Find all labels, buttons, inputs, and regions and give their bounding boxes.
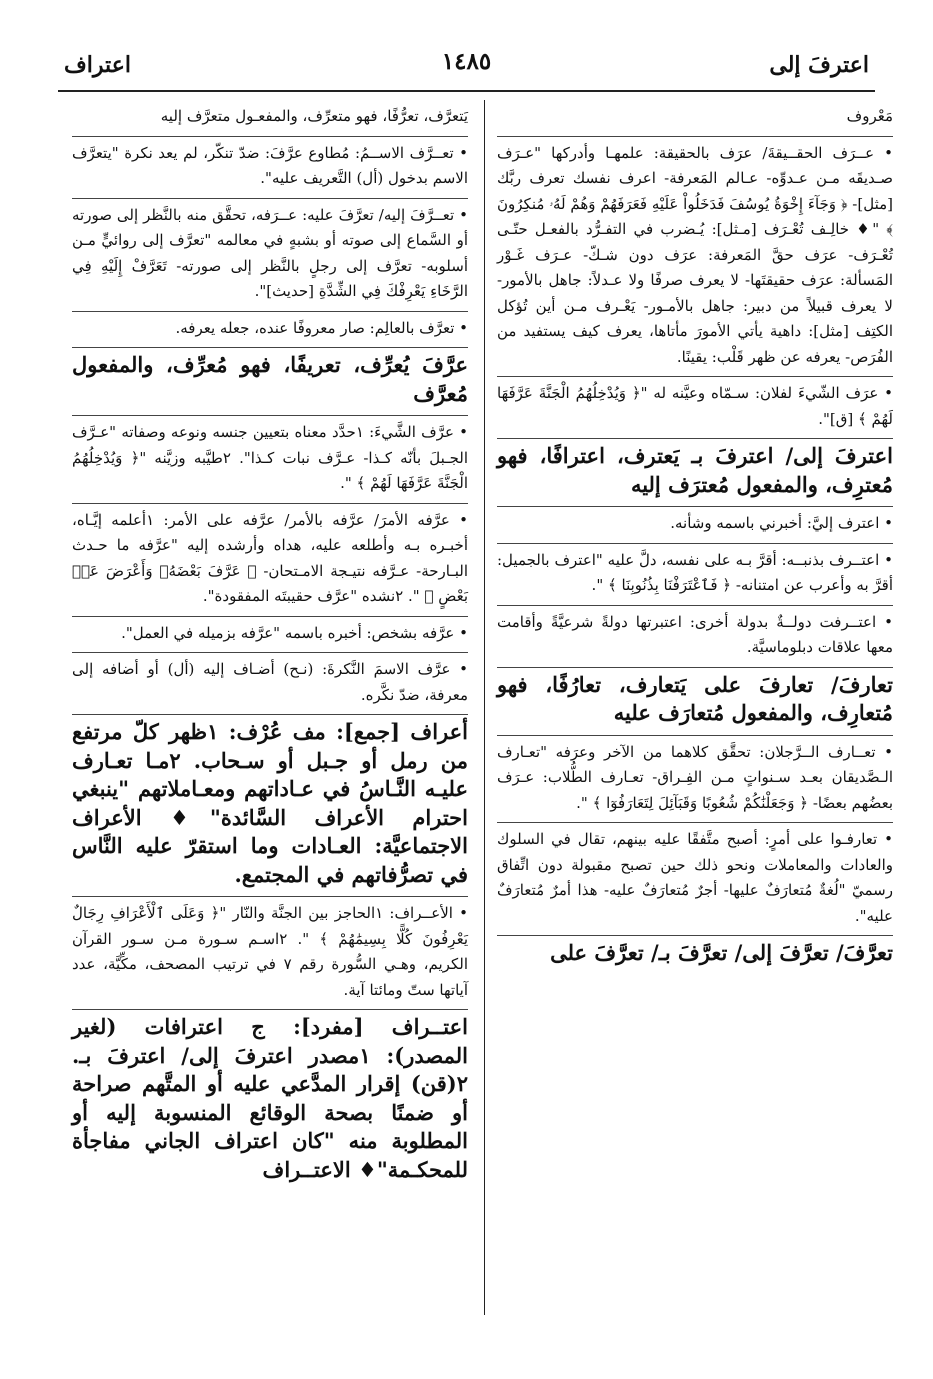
headword-entry (497, 439, 893, 507)
headword-entry (497, 936, 893, 975)
definition-text: • عرَف الشّيءَ لفلان: سـمّاه وعيَّنه له "﴿ وَيُدْخِلُهُمُ الْجَنَّةَ عَرَّفَهَا لَهُمْ ﴾ [ق]". (497, 384, 893, 428)
definition-paragraph (72, 617, 468, 654)
headword-text: اعترفَ إلى/ اعترفَ بـ يَعترف، اعترافًا، فهو مُعترِف، والمفعول مُعترَف إليه (497, 443, 893, 497)
definition-text: • تعرَّف بالعالِم: صار معروفًا عنده، جعله يعرفه. (175, 318, 468, 337)
definition-text: • الأعــراف: ١الحاجز بين الجنَّة والنّار "﴿ وَعَلَى ٱلْأَعْرَافِ رِجَالٌ يَعْرِفُونَ كُلًّا بِسِيمَٰهُمْ ﴾ ". ٢اسـم سـورة مـن سـور القرآن الكريم، وهـي السُّورة رقم ٧ في ترتيب المصحف، مكِّيَّة، عدد آياتها ستّ ومائتا آية. (72, 904, 468, 999)
headword-entry (72, 715, 468, 897)
headword-text: تعارفَ/ تعارفَ على يَتعارف، تعارُفًا، فهو مُتعارِف، والمفعول مُتعارَف عليه (497, 671, 893, 725)
definition-text: • تعــرَّفَ إليه/ تعرَّفَ عليه: عــرَفه، تحقَّق منه بالنَّظر إلى صورته أو السَّماع إلى صوته أو بشبهٍ في معالمه "تعرَّف إلى روائيٍّ مـن أسلوبه- تعرَّف إلى رجلٍ بالنَّظر إلى صورته- تَعَرَّفْ إِلَيْهِ فِي الرَّخَاءِ يَعْرِفْكَ فِي الشِّدَّةِ [حديث]". (72, 205, 468, 300)
definition-text: • تعــرَّف الاســمُ: مُطاوع عرَّفَ: ضدّ تنكّر، لم يعد نكرة "يتعرَّف الاسم بدخول (أل) التَّعريف عليه". (72, 143, 468, 187)
left-column (72, 100, 468, 1191)
headword-text: أعراف [جمع]: مف عُرْف: ١ظهر كلّ مرتفع من رمل أو جـبل أو سـحاب. ٢مـا تعـارف عليـه النَّـاسُ في عـاداتهم ومعـاملاتهم "ينبغي احترام الأعراف السَّائدة"♦ الأعراف الاجتماعيَّة: العـادات وما استقرّ عليه النَّاس في تصرُّفاتهم في المجتمع. (72, 719, 468, 887)
definition-paragraph (497, 137, 893, 378)
definition-text: • عرَّف الاسمَ النَّكرةَ: (نـح) أضـاف إليه (أل) أو أضافه إلى معرفة، ضدّ نكَّره. (72, 660, 468, 704)
definition-text: • اعتــرفت دولــةٌ بدولة أخرى: اعتبرتها دولةً شرعيَّةً وأقامت معها علاقات دبلوماسيَّة. (497, 612, 893, 656)
definition-paragraph (72, 199, 468, 312)
definition-paragraph (72, 416, 468, 504)
definition-paragraph (72, 137, 468, 199)
page-number: ١٤٨٥ (441, 48, 492, 75)
definition-text: • عــرَف الحقــيقةَ/ عرَف بالحقيقة: علمهـا وأدركها "عـرَف صـديقَه مـن عـدوِّه- عـالم المَعرفة- اعرف نفسك تعرف ربَّك [مثل]- ﴿ وَجَآءَ إِخْوَةُ يُوسُفَ فَدَخَلُواْ عَلَيْهِ فَعَرَفَهُمْ وَهُمْ لَهُۥ مُنكِرُونَ ﴾ "♦ خالِـف تُعْـرَف [مـثل]: يُـضرب في التفـرُّد بالفعـل حتّـى تُعْـرَف- عرَف حقَّ المَعرفة: عرَف دون شـكّ- عـرَف غَـوْر المَسألة: عرَف حقيقتَها- لا يعرف صرفًا ولا عـدلاً: جاهل بالأمور- لا يعرف قبيلاً من دبير: جاهل بالأمـور- يَعْـرف مـن أين تُؤكل الكتِف [مثل]: داهية يأتي الأمورَ مأتاها، يعرف كيف يستفيد من الفُرَص- يعرفه عن ظهر قَلْب: يقينًا. (497, 143, 893, 366)
definition-paragraph (497, 507, 893, 544)
definition-paragraph (497, 544, 893, 606)
headword-entry (497, 668, 893, 736)
definition-paragraph (497, 100, 893, 137)
running-head-last-entry: اعتراف (64, 52, 131, 78)
definition-text: • عرَّف الشَّيءَ: ١حدَّد معناه بتعيين جنسه ونوعه وصفاته "عـرَّف الجـبلَ بأنّه كـذا- عـرَّف نبات كـذا". ٢طيَّبه وزيَّنه "﴿ وَيُدْخِلُهُمُ الْجَنَّةَ عَرَّفَهَا لَهُمْ ﴾ ". (72, 423, 468, 492)
running-head-first-entry: اعترفَ إلى (769, 52, 869, 78)
column-divider (484, 100, 485, 1315)
headword-text: عرَّفَ يُعرِّف، تعريفًا، فهو مُعرِّف، والمفعول مُعرَّف (72, 352, 468, 406)
definition-text: • تعــارف الــرَّجلان: تحقَّق كلاهما من الآخر وعرَفه "تعـارف الـصَّديقان بعـد سـنواتٍ مـن الفِـراق- تعـارف الطُّلاب: عـرَف بعضُهم بعضًا- ﴿ وَجَعَلْنَٰكُمْ شُعُوبًا وَقَبَآئِلَ لِتَعَارَفُوٓا ﴾ ". (497, 742, 893, 812)
definition-paragraph (72, 653, 468, 715)
definition-paragraph (497, 377, 893, 439)
definition-paragraph (497, 823, 893, 936)
definition-paragraph (497, 606, 893, 668)
definition-paragraph (72, 504, 468, 617)
page-header (58, 44, 875, 92)
headword-text: تعرَّفَ/ تعرَّفَ إلى/ تعرَّفَ بـ/ تعرَّفَ على (550, 940, 893, 965)
definition-text: • اعتــرف بذنبــه: أقرَّ بـه على نفسه، دلَّ عليه "اعترف بالجميل: أقرَّ به وأعرب عن امتنانه- ﴿ فَٱعْتَرَفْنَا بِذُنُوبِنَا ﴾ ". (497, 550, 893, 594)
right-column (497, 100, 893, 975)
headword-entry (72, 1010, 468, 1191)
definition-text: • عرَّفه الأمرَ/ عرَّفه بالأمر/ عرَّفه على الأمر: ١أعلمه إيَّـاه، أخبـره بـه وأطلعه عليه، هداه وأرشده إليه "عرَّفه ما حـدث البـارحة- عـرَّفه نتيـجة الامـتحان- ﴿ عَرَّفَ بَعْضَهُۥ وَأَعْرَضَ عَنۢ بَعْضٍ ﴾ ". ٢نشده "عرَّف حقيبتَه المفقودة". (72, 510, 468, 605)
definition-text: يَتعرَّف، تعرُّفًا، فهو متعرِّف، والمفعـول متعرَّف إليه (160, 107, 468, 125)
headword-text: اعتــراف [مفرد]: ج اعترافات (لغير المصدر): ١مصدر اعترفَ إلى/ اعترفَ بـ. ٢(قن) إقرار المدَّعي عليه أو المتَّهم صراحة أو ضمنًا بصحة الوقائع المنسوبة إليه أو المطلوبة منه "كان اعتراف الجاني مفاجأة للمحكـمة"♦ الاعتــراف (72, 1014, 468, 1182)
definition-text: • عرَّفه بشخص: أخبره باسمه "عرَّفه بزميله في العمل". (121, 623, 468, 642)
definition-paragraph (72, 312, 468, 349)
definition-text: • اعترف إليَّ: أخبرني باسمه وشأنه. (670, 514, 893, 532)
definition-text: مَعْروف (846, 107, 893, 125)
definition-paragraph (497, 736, 893, 824)
definition-paragraph (72, 897, 468, 1010)
definition-text: • تعارفـوا على أمرٍ: أصبح متَّفقًا عليه بينهم، تقال في السلوك والعادات والمعاملات ونحو ذلك حين تصبح مقبولة دون اتِّفاق رسميّ "لُغةٌ مُتعارَفٌ عليها- أجرٌ مُتعارَفٌ عليه- هذا أمرٌ مُتعارَفٌ عليه". (497, 830, 893, 925)
headword-entry (72, 348, 468, 416)
definition-paragraph (72, 100, 468, 137)
